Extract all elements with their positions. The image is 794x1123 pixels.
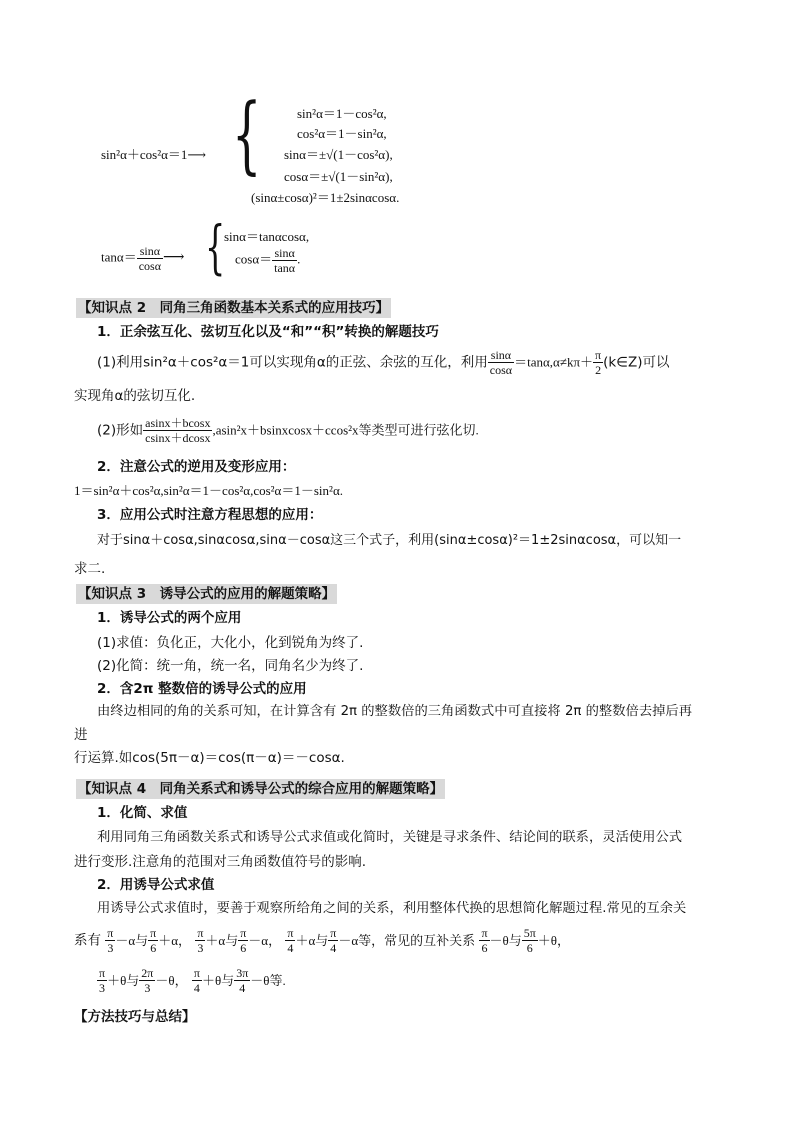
section2-p2: (2)形如 $\frac{asinx+bcosx}{csinx+dcosx}$ ,asin²x＋bsinxcosx＋ccos²x等类型可进行弦化切.: [97, 416, 479, 445]
tan-fraction: $\frac{\sin\alpha}{\cos\alpha}$: [138, 244, 161, 273]
identity-case-5: (sinα±cosα)²＝1±2sinαcosα.: [251, 190, 400, 205]
section4-pairs-line: 系有 $\frac{\pi}{3}$ －α与 $\frac{\pi}{6}$ ＋α， $\frac{\pi}{3}$ ＋α与 $\frac{\pi}{6}$ －α， $\frac{\pi}{4}$ ＋α与 $\frac{\pi}{4}$ －α等，常见的互补关系 $\frac{\pi}{6}$ －θ与 $\frac{5\pi}{6}$ ＋θ，: [74, 926, 571, 955]
section3-p1: (1)求值：负化正，大化小，化到锐角为终了.: [97, 635, 364, 651]
tan-left: tanα＝: [101, 249, 137, 265]
identity-case-3: sinα＝±√(1－cos²α),: [284, 147, 393, 162]
section4-item1-title: 1．化简、求值: [97, 805, 188, 821]
section4-pairs-line3: [97, 966, 286, 995]
tan-arrow: ⟶: [163, 249, 185, 266]
pair-2: $\frac{\pi}{3}$ ＋α与 $\frac{\pi}{6}$ －α，: [197, 926, 282, 955]
identity-case-2: cos²α＝1－sin²α,: [297, 126, 387, 141]
identity-left: sin²α＋cos²α＝1⟶: [101, 147, 207, 162]
pair-3: $\frac{\pi}{4}$ ＋α与 $\frac{\pi}{4}$ －α等，常见的互补关系: [287, 926, 476, 955]
tan-case-2: cosα＝ $\frac{\sin\alpha}{\tan\alpha}$ .: [235, 246, 301, 275]
footer-heading: 【方法技巧与总结】: [74, 1009, 196, 1025]
section2-item2-title: 2．注意公式的逆用及变形应用：: [97, 459, 296, 475]
section2-p3-line1: 对于sinα＋cosα,sinαcosα,sinα－cosα这三个式子，利用(sinα±cosα)²＝1±2sinαcosα，可以知一: [97, 533, 682, 548]
section2-p1: (1)利用sin²α＋cos²α＝1可以实现角α的正弦、余弦的互化，利用 $\frac{\sin\alpha}{\cos\alpha}$ ＝tanα,α≠kπ＋ $\frac{\pi}{2}$ (k∈Z)可以: [97, 348, 670, 377]
section2-heading: 【知识点 2 同角三角函数基本关系式的应用技巧】: [78, 300, 390, 316]
section3-p3-line1: 由终边相同的角的关系可知，在计算含有 2π 的整数倍的三角函数式中可直接将 2π 的整数倍去掉后再: [97, 704, 693, 719]
section4-p1-line1: 利用同角三角函数关系式和诱导公式求值或化简时，关键是寻求条件、结论间的联系，灵活使用公式: [97, 830, 683, 845]
left-brace: {: [232, 85, 262, 183]
section4-p1-line2: 进行变形.注意角的范围对三角函数值符号的影响.: [74, 854, 367, 870]
section3-heading: 【知识点 3 诱导公式的应用的解题策略】: [78, 586, 336, 602]
section3-p3-line3: 行运算.如cos(5π－α)＝cos(π－α)＝－cosα.: [74, 750, 345, 766]
pair-5: $\frac{\pi}{3}$ ＋θ与 $\frac{2\pi}{3}$ －θ，: [99, 966, 188, 995]
section2-item3-title: 3．应用公式时注意方程思想的应用：: [97, 507, 323, 523]
section2-p3-line2: 求二.: [74, 561, 106, 577]
section3-item1-title: 1．诱导公式的两个应用: [97, 610, 242, 626]
pair-1: $\frac{\pi}{3}$ －α与 $\frac{\pi}{6}$ ＋α，: [107, 926, 192, 955]
section2-item2-formula: 1＝sin²α＋cos²α,sin²α＝1－cos²α,cos²α＝1－sin²α.: [74, 483, 344, 498]
section4-heading: 【知识点 4 同角关系式和诱导公式的综合应用的解题策略】: [78, 781, 444, 797]
section4-p2-line1: 用诱导公式求值时，要善于观察所给角之间的关系，利用整体代换的思想简化解题过程.常见的互余关: [97, 901, 687, 916]
section2-item1-title: 1．正余弦互化、弦切互化以及“和”“积”转换的解题技巧: [97, 324, 439, 340]
identity-case-1: sin²α＝1－cos²α,: [297, 106, 387, 121]
section4-item2-title: 2．用诱导公式求值: [97, 877, 215, 893]
section3-p3-line2: 进: [74, 727, 88, 743]
left-brace-small: {: [205, 213, 226, 281]
section3-p2: (2)化简：统一角，统一名，同角名少为终了.: [97, 658, 364, 674]
pair-6: $\frac{\pi}{4}$ ＋θ与 $\frac{3\pi}{4}$ －θ等.: [193, 966, 286, 995]
identity-case-4: cosα＝±√(1－sin²α),: [284, 169, 393, 184]
pair-4: $\frac{\pi}{6}$ －θ与 $\frac{5\pi}{6}$ ＋θ，: [481, 926, 571, 955]
section2-p1-line2: 实现角α的弦切互化.: [74, 388, 196, 404]
tan-case-1: sinα＝tanαcosα,: [224, 229, 310, 244]
section3-item2-title: 2．含2π 整数倍的诱导公式的应用: [97, 681, 307, 697]
tan-block: [101, 244, 185, 273]
